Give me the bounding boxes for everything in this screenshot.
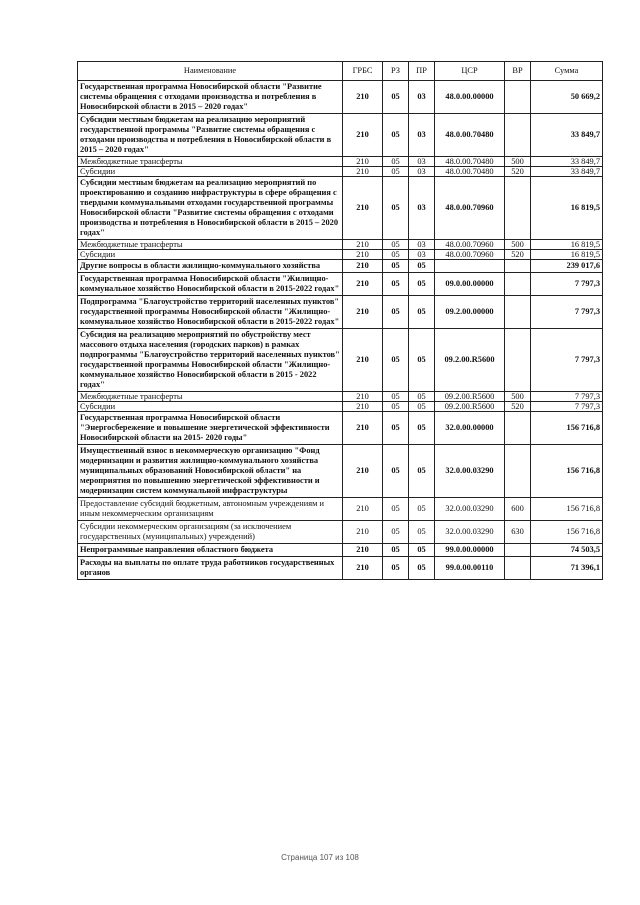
row-csr-cell: 09.2.00.R5600 <box>435 329 505 392</box>
row-sum-cell: 16 819,5 <box>531 250 603 260</box>
row-pr-cell: 05 <box>409 445 435 498</box>
row-sum-cell: 7 797,3 <box>531 329 603 392</box>
table-row <box>78 167 603 177</box>
row-name-cell: Субсидии <box>78 250 343 260</box>
row-name-cell: Межбюджетные трансферты <box>78 240 343 250</box>
row-pr-cell: 05 <box>409 557 435 580</box>
row-csr-cell: 48.0.00.70480 <box>435 167 505 177</box>
row-vr-cell: 500 <box>505 157 531 167</box>
row-rz-cell: 05 <box>383 260 409 273</box>
row-csr-cell: 32.0.00.00000 <box>435 412 505 445</box>
table-row <box>78 296 603 329</box>
row-rz-cell: 05 <box>383 329 409 392</box>
row-pr-cell: 03 <box>409 240 435 250</box>
row-grbs-cell: 210 <box>343 273 383 296</box>
table-row <box>78 157 603 167</box>
row-grbs-cell: 210 <box>343 392 383 402</box>
row-name-cell: Подпрограмма "Благоустройство территорий населенных пунктов" государственной программы Новосибирской области "Жилищно-коммунальное хозяйство Новосибирской области в 2015-2022 годах" <box>78 296 343 329</box>
row-name-cell: Другие вопросы в области жилищно-коммунального хозяйства <box>78 260 343 273</box>
table-row <box>78 402 603 412</box>
row-pr-cell: 05 <box>409 402 435 412</box>
row-csr-cell: 48.0.00.00000 <box>435 81 505 114</box>
row-vr-cell <box>505 557 531 580</box>
row-grbs-cell: 210 <box>343 521 383 544</box>
row-pr-cell: 05 <box>409 260 435 273</box>
row-vr-cell <box>505 81 531 114</box>
row-sum-cell: 33 849,7 <box>531 157 603 167</box>
row-sum-cell: 239 017,6 <box>531 260 603 273</box>
row-pr-cell: 03 <box>409 250 435 260</box>
row-vr-cell: 520 <box>505 402 531 412</box>
row-pr-cell: 03 <box>409 177 435 240</box>
row-grbs-cell: 210 <box>343 114 383 157</box>
row-pr-cell: 05 <box>409 296 435 329</box>
row-csr-cell: 09.2.00.R5600 <box>435 392 505 402</box>
row-csr-cell <box>435 260 505 273</box>
row-sum-cell: 7 797,3 <box>531 402 603 412</box>
row-grbs-cell: 210 <box>343 240 383 250</box>
row-name-cell: Субсидии местным бюджетам на реализацию мероприятий по проектированию и созданию инфраструктуры в сфере обращения с твердыми коммунальными отходами государственной программы Новосибирской области "Развитие системы обращения с отходами производства и потребления в Новосибирской области в 2015 – 2020 годах" <box>78 177 343 240</box>
row-rz-cell: 05 <box>383 498 409 521</box>
row-grbs-cell: 210 <box>343 329 383 392</box>
row-sum-cell: 50 669,2 <box>531 81 603 114</box>
row-sum-cell: 156 716,8 <box>531 412 603 445</box>
row-vr-cell <box>505 544 531 557</box>
row-rz-cell: 05 <box>383 240 409 250</box>
row-csr-cell: 09.2.00.00000 <box>435 296 505 329</box>
row-vr-cell: 520 <box>505 250 531 260</box>
row-csr-cell: 09.2.00.R5600 <box>435 402 505 412</box>
row-rz-cell: 05 <box>383 402 409 412</box>
row-rz-cell: 05 <box>383 544 409 557</box>
header-pr: ПР <box>409 62 435 81</box>
row-sum-cell: 156 716,8 <box>531 521 603 544</box>
row-pr-cell: 05 <box>409 498 435 521</box>
row-rz-cell: 05 <box>383 273 409 296</box>
table-row <box>78 260 603 273</box>
row-rz-cell: 05 <box>383 250 409 260</box>
row-vr-cell: 500 <box>505 240 531 250</box>
header-vr: ВР <box>505 62 531 81</box>
row-pr-cell: 03 <box>409 167 435 177</box>
row-grbs-cell: 210 <box>343 544 383 557</box>
row-name-cell: Имущественный взнос в некоммерческую организацию "Фонд модернизации и развития жилищно-коммунального хозяйства муниципальных образований Новосибирской области" на мероприятия по повышению энергетической эффективности и модернизации систем коммунальной инфраструктуры <box>78 445 343 498</box>
row-rz-cell: 05 <box>383 521 409 544</box>
row-pr-cell: 03 <box>409 114 435 157</box>
row-rz-cell: 05 <box>383 157 409 167</box>
row-vr-cell: 500 <box>505 392 531 402</box>
table-row <box>78 250 603 260</box>
row-grbs-cell: 210 <box>343 557 383 580</box>
row-sum-cell: 33 849,7 <box>531 167 603 177</box>
row-pr-cell: 05 <box>409 412 435 445</box>
row-sum-cell: 156 716,8 <box>531 498 603 521</box>
row-name-cell: Государственная программа Новосибирской области "Энергосбережение и повышение энергетической эффективности Новосибирской области на 2015- 2020 годы" <box>78 412 343 445</box>
row-pr-cell: 05 <box>409 544 435 557</box>
row-csr-cell: 32.0.00.03290 <box>435 498 505 521</box>
row-grbs-cell: 210 <box>343 250 383 260</box>
row-grbs-cell: 210 <box>343 157 383 167</box>
row-name-cell: Государственная программа Новосибирской области "Развитие системы обращения с отходами производства и потребления в Новосибирской области в 2015 – 2020 годах" <box>78 81 343 114</box>
row-sum-cell: 74 503,5 <box>531 544 603 557</box>
table-row <box>78 81 603 114</box>
row-name-cell: Субсидии местным бюджетам на реализацию мероприятий государственной программы "Развитие системы обращения с отходами производства и потребления в Новосибирской области в 2015 – 2020 годах" <box>78 114 343 157</box>
row-csr-cell: 99.0.00.00110 <box>435 557 505 580</box>
row-vr-cell <box>505 296 531 329</box>
table-row <box>78 329 603 392</box>
row-name-cell: Предоставление субсидий бюджетным, автономным учреждениям и иным некоммерческим организациям <box>78 498 343 521</box>
row-name-cell: Субсидии некоммерческим организациям (за исключением государственных (муниципальных) учреждений) <box>78 521 343 544</box>
row-sum-cell: 7 797,3 <box>531 273 603 296</box>
row-sum-cell: 71 396,1 <box>531 557 603 580</box>
header-row <box>78 62 603 81</box>
row-rz-cell: 05 <box>383 81 409 114</box>
row-vr-cell <box>505 329 531 392</box>
table-row <box>78 412 603 445</box>
row-vr-cell: 600 <box>505 498 531 521</box>
row-csr-cell: 32.0.00.03290 <box>435 521 505 544</box>
row-csr-cell: 48.0.00.70960 <box>435 250 505 260</box>
row-pr-cell: 05 <box>409 521 435 544</box>
row-sum-cell: 16 819,5 <box>531 240 603 250</box>
row-csr-cell: 32.0.00.03290 <box>435 445 505 498</box>
row-rz-cell: 05 <box>383 412 409 445</box>
table-row <box>78 557 603 580</box>
row-grbs-cell: 210 <box>343 167 383 177</box>
row-sum-cell: 156 716,8 <box>531 445 603 498</box>
row-pr-cell: 05 <box>409 329 435 392</box>
row-grbs-cell: 210 <box>343 445 383 498</box>
row-name-cell: Субсидия на реализацию мероприятий по обустройству мест массового отдыха населения (городских парков) в рамках подпрограммы "Благоустройство территорий населенных пунктов" государственной программы Новосибирской области "Жилищно-коммунальное хозяйство Новосибирской области в 2015 - 2022 годах" <box>78 329 343 392</box>
table-row <box>78 498 603 521</box>
row-csr-cell: 48.0.00.70480 <box>435 114 505 157</box>
row-vr-cell: 520 <box>505 167 531 177</box>
row-rz-cell: 05 <box>383 296 409 329</box>
header-grbs: ГРБС <box>343 62 383 81</box>
row-grbs-cell: 210 <box>343 177 383 240</box>
table-row <box>78 177 603 240</box>
row-rz-cell: 05 <box>383 445 409 498</box>
row-vr-cell: 630 <box>505 521 531 544</box>
row-rz-cell: 05 <box>383 392 409 402</box>
row-pr-cell: 03 <box>409 157 435 167</box>
row-csr-cell: 48.0.00.70960 <box>435 177 505 240</box>
table-body <box>78 81 603 580</box>
row-rz-cell: 05 <box>383 167 409 177</box>
row-csr-cell: 48.0.00.70480 <box>435 157 505 167</box>
row-name-cell: Расходы на выплаты по оплате труда работников государственных органов <box>78 557 343 580</box>
row-pr-cell: 03 <box>409 81 435 114</box>
row-sum-cell: 33 849,7 <box>531 114 603 157</box>
table-row <box>78 240 603 250</box>
page-footer: Страница 107 из 108 <box>281 853 359 862</box>
row-vr-cell <box>505 445 531 498</box>
row-vr-cell <box>505 114 531 157</box>
header-name: Наименование <box>78 62 343 81</box>
table-row <box>78 392 603 402</box>
row-vr-cell <box>505 260 531 273</box>
row-pr-cell: 05 <box>409 392 435 402</box>
budget-table <box>77 61 603 580</box>
budget-table-container <box>77 61 602 580</box>
row-name-cell: Межбюджетные трансферты <box>78 157 343 167</box>
row-pr-cell: 05 <box>409 273 435 296</box>
row-rz-cell: 05 <box>383 114 409 157</box>
row-rz-cell: 05 <box>383 177 409 240</box>
row-grbs-cell: 210 <box>343 412 383 445</box>
row-vr-cell <box>505 177 531 240</box>
row-grbs-cell: 210 <box>343 260 383 273</box>
row-grbs-cell: 210 <box>343 81 383 114</box>
table-row <box>78 544 603 557</box>
header-sum: Сумма <box>531 62 603 81</box>
table-row <box>78 273 603 296</box>
row-name-cell: Субсидии <box>78 167 343 177</box>
row-name-cell: Субсидии <box>78 402 343 412</box>
row-vr-cell <box>505 273 531 296</box>
table-row <box>78 521 603 544</box>
row-rz-cell: 05 <box>383 557 409 580</box>
row-name-cell: Межбюджетные трансферты <box>78 392 343 402</box>
row-name-cell: Непрограммные направления областного бюджета <box>78 544 343 557</box>
row-csr-cell: 99.0.00.00000 <box>435 544 505 557</box>
row-sum-cell: 16 819,5 <box>531 177 603 240</box>
row-csr-cell: 48.0.00.70960 <box>435 240 505 250</box>
row-sum-cell: 7 797,3 <box>531 296 603 329</box>
header-csr: ЦСР <box>435 62 505 81</box>
table-row <box>78 114 603 157</box>
row-vr-cell <box>505 412 531 445</box>
table-row <box>78 445 603 498</box>
header-rz: РЗ <box>383 62 409 81</box>
row-grbs-cell: 210 <box>343 498 383 521</box>
row-grbs-cell: 210 <box>343 402 383 412</box>
row-csr-cell: 09.0.00.00000 <box>435 273 505 296</box>
row-grbs-cell: 210 <box>343 296 383 329</box>
row-sum-cell: 7 797,3 <box>531 392 603 402</box>
row-name-cell: Государственная программа Новосибирской области "Жилищно-коммунальное хозяйство Новосибирской области в 2015-2022 годах" <box>78 273 343 296</box>
